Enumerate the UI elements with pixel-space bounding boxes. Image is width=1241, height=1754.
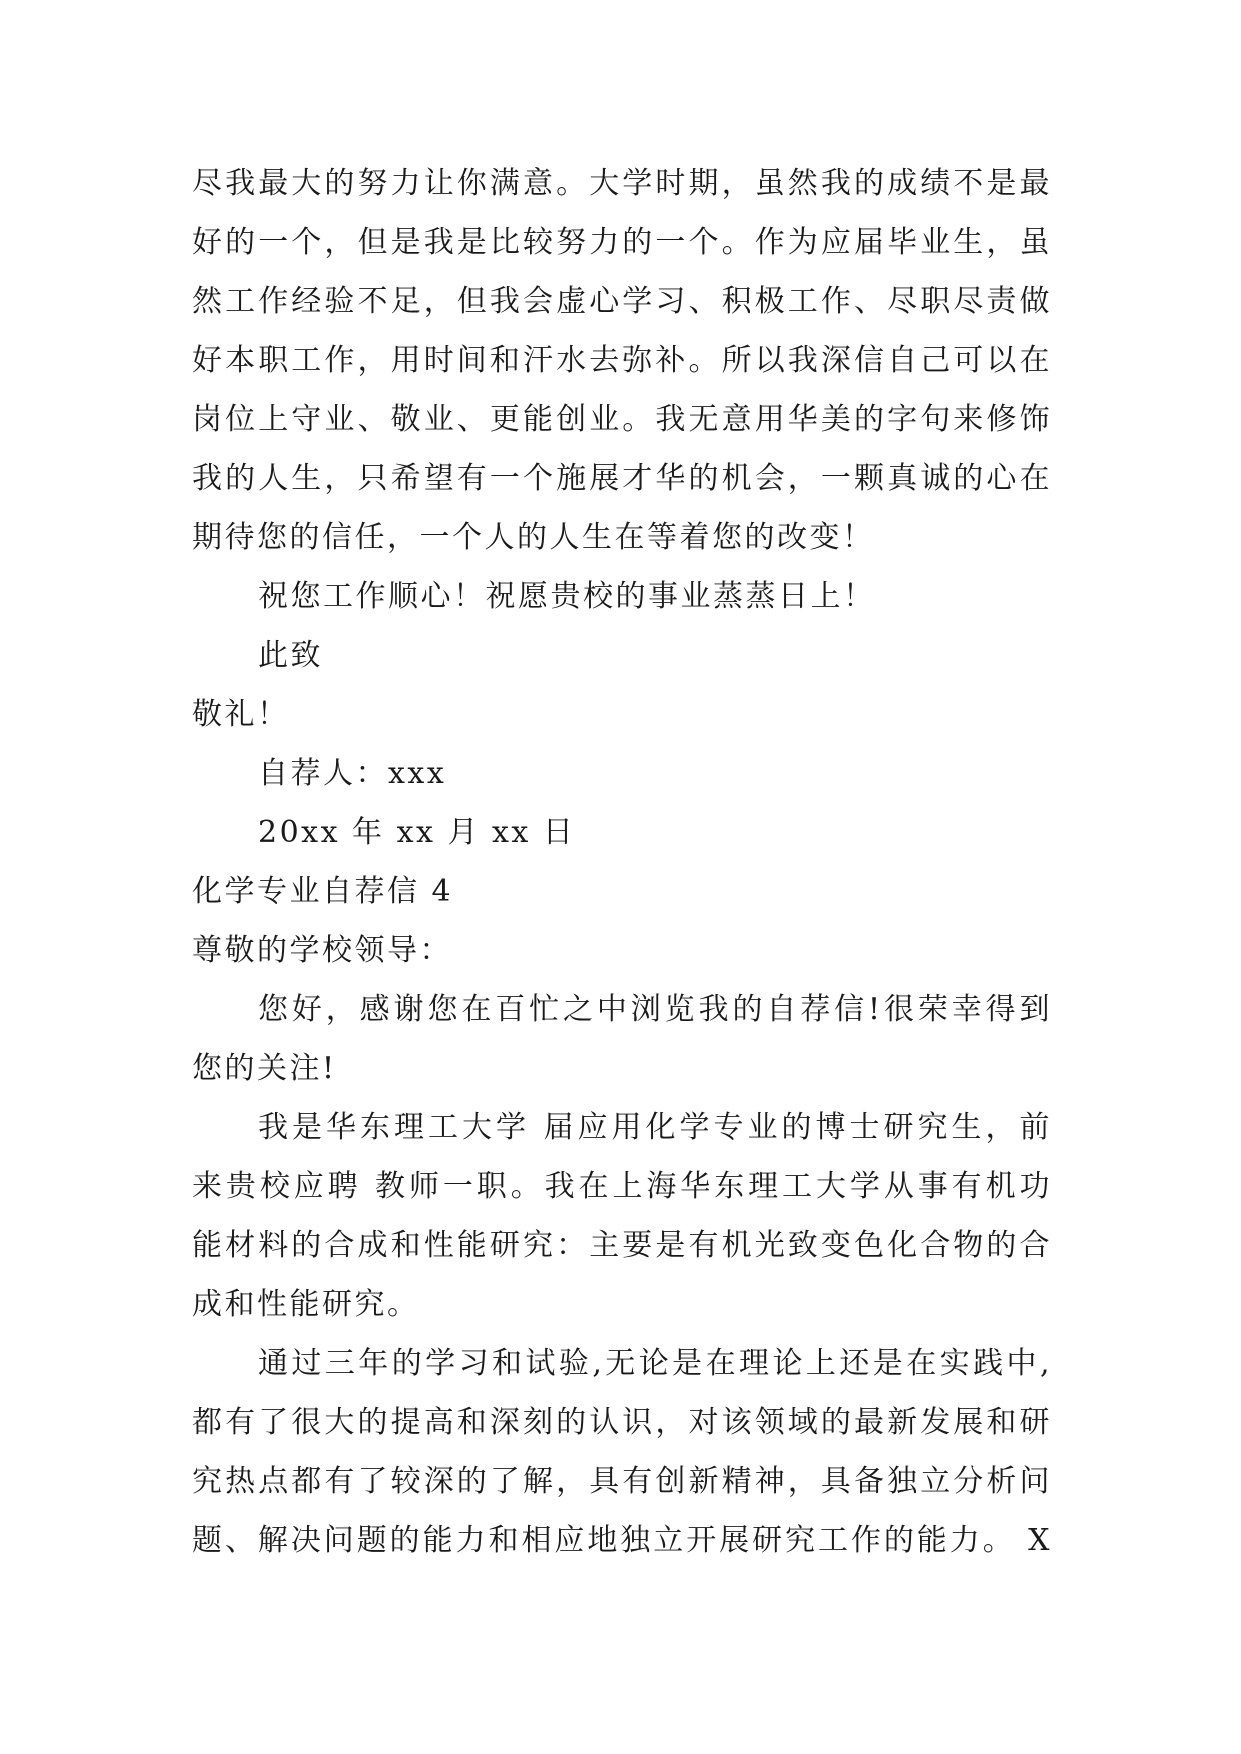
- text-line: 都有了很大的提高和深刻的认识，对该领域的最新发展和研: [192, 1405, 1052, 1440]
- text-line: 敬礼！: [192, 697, 290, 732]
- text-line: 尊敬的学校领导：: [192, 933, 452, 968]
- text-line: 我的人生，只希望有一个施展才华的机会，一颗真诚的心在: [192, 461, 1052, 496]
- text-line: 来贵校应聘 教师一职。我在上海华东理工大学从事有机功: [192, 1169, 1052, 1204]
- text-line: 能材料的合成和性能研究：主要是有机光致变色化合物的合: [192, 1228, 1052, 1263]
- text-line: 好的一个，但是我是比较努力的一个。作为应届毕业生，虽: [192, 225, 1052, 260]
- text-line: 自荐人：xxx: [258, 756, 447, 791]
- text-line: 此致: [258, 638, 323, 673]
- text-line: 岗位上守业、敬业、更能创业。我无意用华美的字句来修饰: [192, 402, 1052, 437]
- document-body: [192, 154, 1052, 1570]
- text-line: 祝您工作顺心！祝愿贵校的事业蒸蒸日上！: [258, 579, 876, 614]
- text-line: 然工作经验不足，但我会虚心学习、积极工作、尽职尽责做: [192, 284, 1052, 319]
- text-line: 您的关注!: [192, 1051, 337, 1086]
- text-line: 通过三年的学习和试验,无论是在理论上还是在实践中,: [258, 1346, 1052, 1381]
- text-line: 期待您的信任，一个人的人生在等着您的改变！: [192, 520, 875, 555]
- text-line: 我是华东理工大学 届应用化学专业的博士研究生，前: [258, 1110, 1052, 1145]
- text-line: 20xx 年 xx 月 xx 日: [258, 815, 576, 850]
- text-line: 题、解决问题的能力和相应地独立开展研究工作的能力。 X: [192, 1523, 1052, 1558]
- text-line: 究热点都有了较深的了解，具有创新精神，具备独立分析问: [192, 1464, 1052, 1499]
- text-line: 尽我最大的努力让你满意。大学时期，虽然我的成绩不是最: [192, 166, 1052, 201]
- text-line: 化学专业自荐信 4: [192, 874, 454, 909]
- text-line: 好本职工作，用时间和汗水去弥补。所以我深信自己可以在: [192, 343, 1052, 378]
- text-line: 成和性能研究。: [192, 1287, 420, 1322]
- text-line: 您好，感谢您在百忙之中浏览我的自荐信!很荣幸得到: [258, 992, 1052, 1027]
